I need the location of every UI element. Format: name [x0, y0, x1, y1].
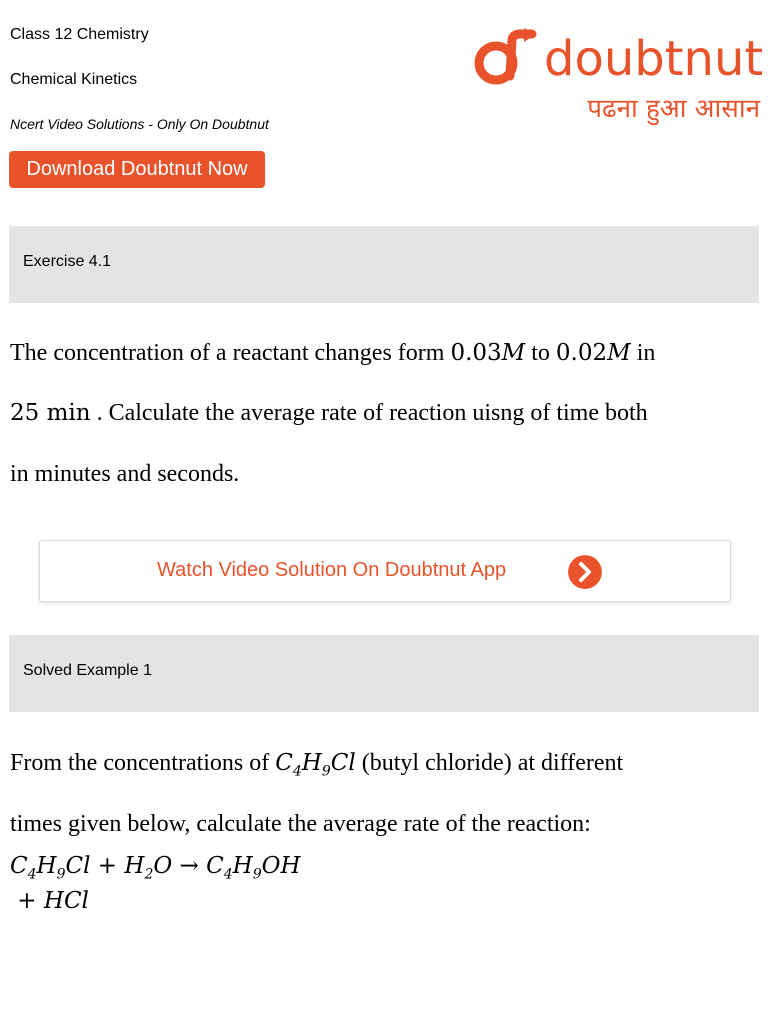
- reaction-equation-line-1: $C_4H_9Cl + H_2O \to C_4H_9OH$: [10, 853, 301, 883]
- watch-video-button[interactable]: [39, 540, 731, 602]
- logo-subtitle: पढना हुआ आसान: [587, 94, 760, 124]
- question-line-2: 25 min . Calculate the average rate of reaction uisng of time both: [10, 400, 648, 426]
- section-title: Exercise 4.1: [23, 253, 112, 270]
- example-line-2: times given below, calculate the average rate of the reaction:: [10, 811, 591, 837]
- tagline: Ncert Video Solutions - Only On Doubtnut: [10, 116, 269, 132]
- question-line-1: The concentration of a reactant changes form 0.03M to 0.02M in: [10, 340, 656, 366]
- example-line-1: From the concentrations of $C_4H_9Cl$ (butyl chloride) at different: [10, 750, 624, 780]
- doubtnut-logo-icon: [474, 26, 540, 86]
- section-header-solved-example: [9, 635, 759, 712]
- doubtnut-logo[interactable]: [474, 24, 764, 134]
- section-header-exercise: [9, 226, 759, 303]
- chapter-title: Chemical Kinetics: [10, 71, 138, 88]
- download-button[interactable]: Download Doubtnut Now: [9, 151, 265, 188]
- question-line-3: in minutes and seconds.: [10, 461, 240, 487]
- section-title: Solved Example 1: [23, 662, 152, 679]
- chevron-right-icon: [568, 555, 602, 589]
- formula-butyl-chloride: $C_4H_9Cl$: [275, 750, 356, 780]
- logo-wordmark: doubtnut: [544, 31, 764, 87]
- watch-video-label: Watch Video Solution On Doubtnut App: [157, 559, 507, 581]
- class-title: Class 12 Chemistry: [10, 26, 149, 43]
- reaction-equation-line-2: + HCl: [10, 888, 89, 914]
